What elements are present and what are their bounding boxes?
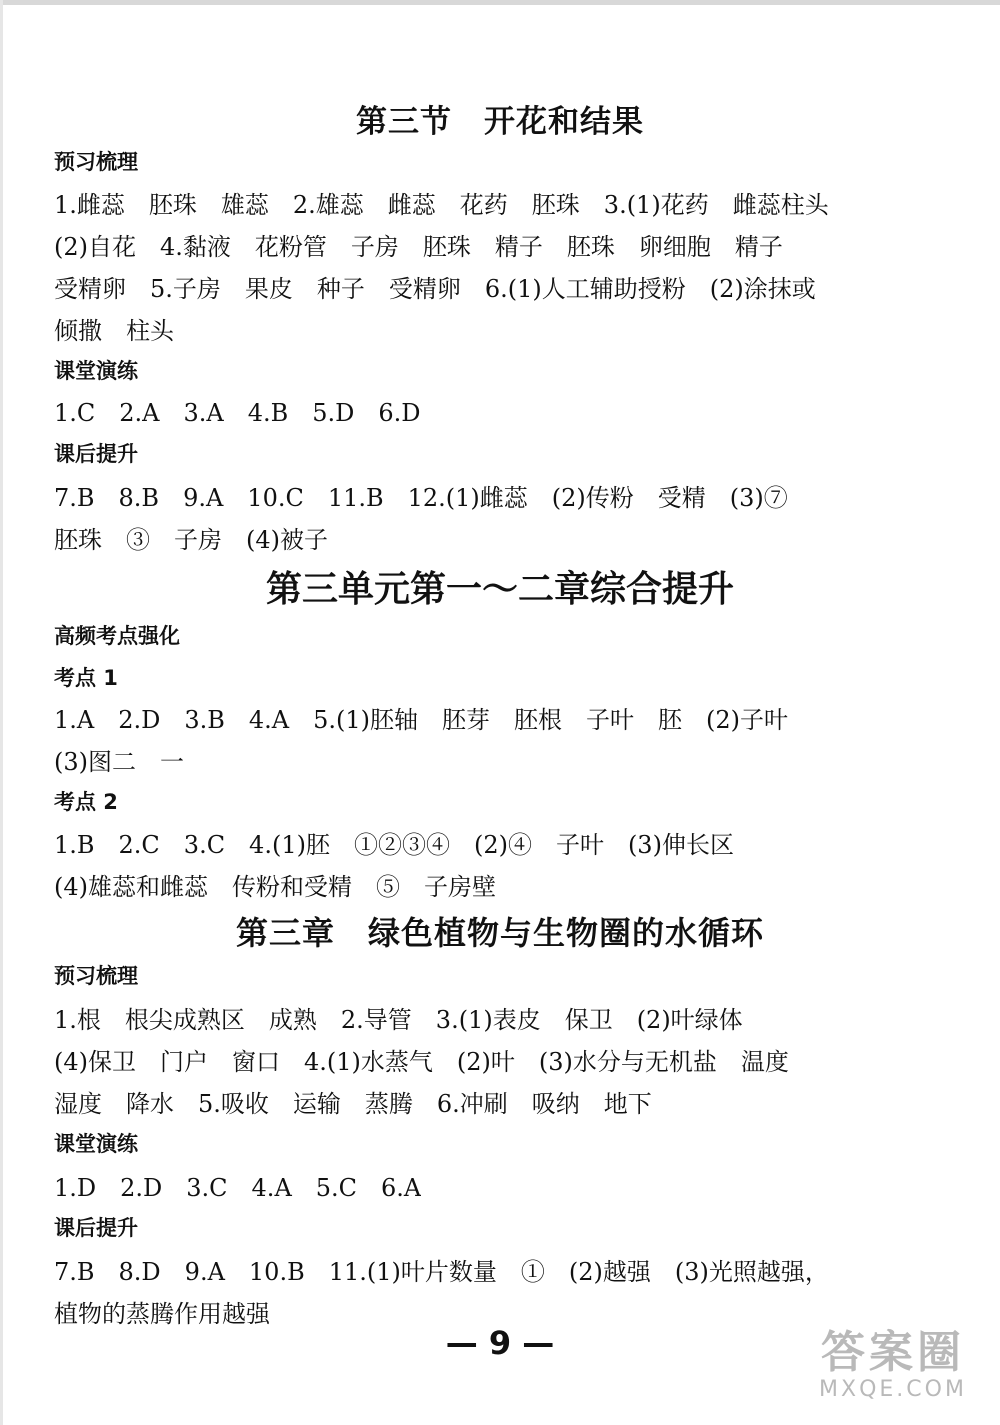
- answer-line: (4)雄蕊和雌蕊 传粉和受精 ⑤ 子房壁: [54, 873, 496, 901]
- top-border: [0, 0, 1000, 5]
- chapter-title: 第三章 绿色植物与生物圈的水循环: [235, 914, 764, 952]
- answer-line: (3)图二 一: [54, 748, 184, 776]
- left-border: [0, 0, 3, 1425]
- answer-line: 胚珠 ③ 子房 (4)被子: [54, 526, 328, 554]
- answer-line: 1.D 2.D 3.C 4.A 5.C 6.A: [54, 1174, 422, 1202]
- class-practice-heading: 课堂演练: [54, 1132, 138, 1156]
- answer-line: 1.雌蕊 胚珠 雄蕊 2.雄蕊 雌蕊 花药 胚珠 3.(1)花药 雌蕊柱头: [54, 191, 829, 219]
- answer-line: 1.A 2.D 3.B 4.A 5.(1)胚轴 胚芽 胚根 子叶 胚 (2)子叶: [54, 706, 789, 734]
- answer-line: 1.根 根尖成熟区 成熟 2.导管 3.(1)表皮 保卫 (2)叶绿体: [54, 1006, 743, 1034]
- page-number: — 9 —: [445, 1324, 555, 1362]
- section-title: 第三节 开花和结果: [356, 104, 644, 140]
- answer-line: 湿度 降水 5.吸收 运输 蒸腾 6.冲刷 吸纳 地下: [54, 1090, 652, 1118]
- answer-line: 1.B 2.C 3.C 4.(1)胚 ①②③④ (2)④ 子叶 (3)伸长区: [54, 831, 734, 859]
- preview-heading: 预习梳理: [54, 964, 138, 988]
- high-frequency-heading: 高频考点强化: [54, 624, 180, 648]
- after-class-heading: 课后提升: [54, 442, 138, 466]
- after-class-heading: 课后提升: [54, 1216, 138, 1240]
- watermark-url: MXQE.COM: [819, 1377, 967, 1402]
- watermark-logo-text: 答案圈: [821, 1327, 965, 1378]
- answer-line: 7.B 8.B 9.A 10.C 11.B 12.(1)雌蕊 (2)传粉 受精 (3)⑦: [54, 484, 788, 512]
- answer-line: (2)自花 4.黏液 花粉管 子房 胚珠 精子 胚珠 卵细胞 精子: [54, 233, 783, 261]
- answer-line: 1.C 2.A 3.A 4.B 5.D 6.D: [54, 399, 421, 427]
- key-point-1-heading: 考点 1: [54, 666, 118, 690]
- key-point-2-heading: 考点 2: [54, 790, 118, 814]
- answer-line: 受精卵 5.子房 果皮 种子 受精卵 6.(1)人工辅助授粉 (2)涂抹或: [54, 275, 816, 303]
- answer-line: 7.B 8.D 9.A 10.B 11.(1)叶片数量 ① (2)越强 (3)光照越强，: [54, 1258, 829, 1286]
- answer-line: 植物的蒸腾作用越强: [54, 1300, 270, 1328]
- answer-line: 倾撒 柱头: [54, 317, 174, 345]
- watermark: [798, 1329, 988, 1413]
- unit-review-title: 第三单元第一～二章综合提升: [265, 569, 734, 610]
- preview-heading: 预习梳理: [54, 150, 138, 174]
- answer-line: (4)保卫 门户 窗口 4.(1)水蒸气 (2)叶 (3)水分与无机盐 温度: [54, 1048, 789, 1076]
- class-practice-heading: 课堂演练: [54, 359, 138, 383]
